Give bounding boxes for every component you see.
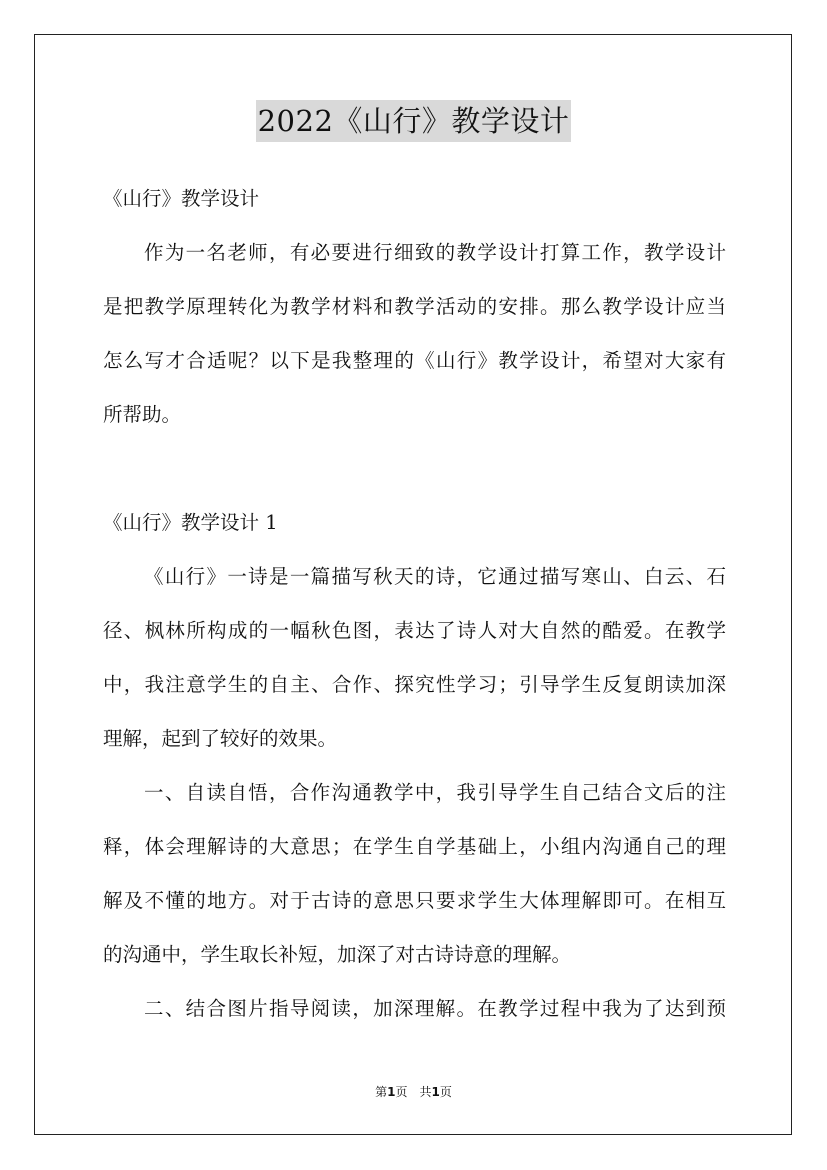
paragraph-line: 理解，起到了较好的效果。 [103,727,338,750]
paragraph-line: 是把教学原理转化为教学材料和教学活动的安排。那么教学设计应当 [103,295,726,318]
document-subtitle: 《山行》教学设计 [103,187,260,210]
body-paragraph-1 [103,550,726,766]
paragraph-line: 《山行》一诗是一篇描写秋天的诗，它通过描写寒山、白云、石 [144,565,726,588]
section-heading: 《山行》教学设计 1 [103,511,278,534]
paragraph-line: 解及不懂的地方。对于古诗的意思只要求学生大体理解即可。在相互 [103,889,726,912]
document-title: 2022《山行》教学设计 [256,100,572,142]
paragraph-line: 作为一名老师，有必要进行细致的教学设计打算工作，教学设计 [144,241,726,264]
footer-page-mid: 页 共 [395,1085,432,1099]
paragraph-line: 一、自读自悟，合作沟通教学中，我引导学生自己结合文后的注 [144,781,726,804]
title-container [0,100,827,142]
footer-page-suffix: 页 [439,1085,452,1099]
paragraph-line: 的沟通中，学生取长补短，加深了对古诗诗意的理解。 [103,943,572,966]
paragraph-line: 径、枫林所构成的一幅秋色图，表达了诗人对大自然的酷爱。在教学 [103,619,726,642]
document-body [103,172,726,1036]
footer-page-current: 1 [387,1085,396,1099]
paragraph-line: 所帮助。 [103,403,182,426]
paragraph-line: 二、结合图片指导阅读，加深理解。在教学过程中我为了达到预 [144,997,726,1020]
footer-page-prefix: 第 [375,1085,388,1099]
paragraph-line: 中，我注意学生的自主、合作、探究性学习；引导学生反复朗读加深 [103,673,726,696]
body-paragraph-3 [103,982,726,1036]
intro-paragraph [103,226,726,442]
spacer [103,442,726,496]
paragraph-line: 释，体会理解诗的大意思；在学生自学基础上，小组内沟通自己的理 [103,835,726,858]
paragraph-line: 怎么写才合适呢？以下是我整理的《山行》教学设计，希望对大家有 [103,349,726,372]
body-paragraph-2 [103,766,726,982]
page-footer [0,1083,827,1100]
footer-page-total: 1 [431,1085,440,1099]
